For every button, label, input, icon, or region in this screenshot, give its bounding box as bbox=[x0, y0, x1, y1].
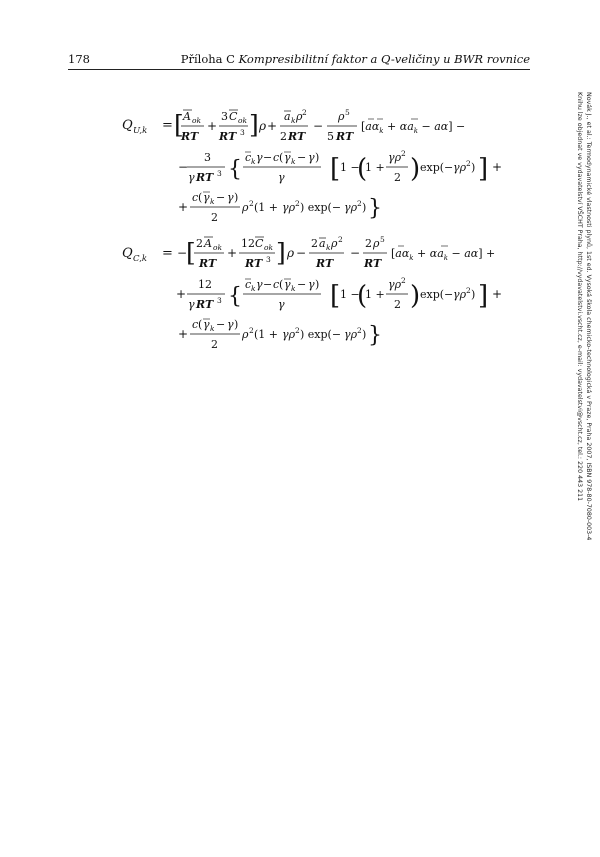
svg-text:2: 2 bbox=[280, 130, 287, 143]
svg-text:RT: RT bbox=[219, 130, 237, 143]
qu-line-2 bbox=[178, 149, 502, 184]
running-title-italic: Kompresibilitní faktor a Q-veličiny u BWR rovnice bbox=[238, 52, 530, 66]
svg-text:1 −: 1 − bbox=[340, 288, 360, 301]
qc-frac-rho5 bbox=[363, 235, 387, 270]
svg-text:(: ( bbox=[357, 281, 368, 311]
svg-text:2: 2 bbox=[295, 326, 300, 335]
svg-text:}: } bbox=[368, 323, 382, 348]
svg-text:+: + bbox=[227, 246, 238, 260]
svg-text:−: − bbox=[313, 119, 324, 133]
svg-text:+: + bbox=[207, 119, 218, 133]
qc-frac-c bbox=[239, 237, 275, 270]
svg-text:ρ: ρ bbox=[338, 110, 345, 123]
svg-text:2: 2 bbox=[394, 298, 401, 311]
svg-text:c: c bbox=[273, 151, 280, 164]
svg-text:[: [ bbox=[186, 238, 196, 267]
svg-text:ρ: ρ bbox=[259, 119, 267, 133]
svg-text:5: 5 bbox=[380, 235, 385, 244]
qu-line-3 bbox=[178, 191, 382, 224]
svg-text:1 +: 1 + bbox=[365, 288, 385, 301]
svg-text:γ: γ bbox=[308, 278, 315, 291]
svg-text:12: 12 bbox=[241, 237, 255, 250]
svg-text:k: k bbox=[291, 116, 296, 125]
svg-text:A: A bbox=[183, 110, 191, 123]
svg-text:ρ: ρ bbox=[296, 110, 303, 123]
svg-text:RT: RT bbox=[364, 257, 382, 270]
svg-text:−: − bbox=[177, 246, 188, 260]
svg-text:+: + bbox=[178, 200, 189, 214]
svg-text:(: ( bbox=[198, 318, 203, 331]
qc-subscript: C,k bbox=[133, 254, 148, 264]
svg-text:): ) bbox=[471, 161, 476, 174]
svg-text:−: − bbox=[263, 278, 273, 291]
svg-text:2: 2 bbox=[211, 338, 218, 351]
svg-text:): ) bbox=[315, 151, 320, 164]
svg-text:RT: RT bbox=[196, 171, 214, 184]
svg-text:2: 2 bbox=[196, 237, 203, 250]
svg-text:γ: γ bbox=[284, 278, 291, 291]
svg-text:γ: γ bbox=[188, 298, 195, 311]
svg-text:γ: γ bbox=[188, 171, 195, 184]
svg-text:2: 2 bbox=[394, 171, 401, 184]
svg-text:]: ] bbox=[276, 238, 286, 267]
svg-text:2: 2 bbox=[466, 159, 471, 168]
svg-text:3: 3 bbox=[240, 128, 245, 137]
side-copyright-note bbox=[578, 92, 592, 612]
svg-text:−: − bbox=[350, 246, 361, 260]
svg-text:k: k bbox=[326, 243, 331, 252]
svg-text:k: k bbox=[251, 284, 256, 293]
svg-text:{: { bbox=[228, 157, 242, 182]
svg-text:(1 +: (1 + bbox=[254, 201, 279, 214]
svg-text:RT: RT bbox=[336, 130, 354, 143]
svg-text:1 +: 1 + bbox=[365, 161, 385, 174]
svg-text:): ) bbox=[234, 318, 239, 331]
svg-text:−: − bbox=[296, 246, 307, 260]
svg-text:γ: γ bbox=[227, 318, 234, 331]
svg-text:RT: RT bbox=[316, 257, 334, 270]
svg-text:): ) bbox=[410, 154, 421, 184]
svg-text:γρ: γρ bbox=[344, 328, 358, 341]
svg-text:A: A bbox=[204, 237, 212, 250]
qu-frac-rho5 bbox=[327, 108, 357, 143]
svg-text:2: 2 bbox=[302, 108, 307, 117]
svg-text:ρ: ρ bbox=[242, 328, 249, 341]
svg-text:+: + bbox=[176, 287, 187, 301]
svg-text:2: 2 bbox=[249, 199, 254, 208]
qu-equals: = bbox=[162, 118, 173, 133]
svg-text:2: 2 bbox=[295, 199, 300, 208]
svg-text:γ: γ bbox=[308, 151, 315, 164]
svg-text:3: 3 bbox=[217, 169, 222, 178]
qc-label: Q bbox=[122, 246, 133, 261]
qc-frac-b bbox=[309, 235, 344, 270]
svg-text:−: − bbox=[216, 191, 226, 204]
svg-text:5: 5 bbox=[345, 108, 350, 117]
svg-text:c: c bbox=[273, 278, 280, 291]
svg-text:k: k bbox=[251, 157, 256, 166]
svg-text:}: } bbox=[368, 196, 382, 221]
svg-text:a: a bbox=[284, 110, 291, 123]
svg-text:γ: γ bbox=[256, 151, 263, 164]
svg-text:γ: γ bbox=[284, 151, 291, 164]
svg-text:ρ: ρ bbox=[331, 237, 338, 250]
page-number: 178 bbox=[68, 52, 90, 66]
svg-text:exp(−: exp(− bbox=[420, 288, 454, 301]
svg-text:γ: γ bbox=[256, 278, 263, 291]
svg-text:): ) bbox=[234, 191, 239, 204]
svg-text:γρ: γρ bbox=[388, 151, 402, 164]
svg-text:(1 +: (1 + bbox=[254, 328, 279, 341]
svg-text:2: 2 bbox=[401, 276, 406, 285]
svg-text:C: C bbox=[229, 110, 238, 123]
svg-text:γ: γ bbox=[203, 318, 210, 331]
qc-line-2 bbox=[176, 276, 502, 311]
svg-text:3: 3 bbox=[217, 296, 222, 305]
svg-text:2: 2 bbox=[357, 199, 362, 208]
svg-text:a: a bbox=[319, 237, 326, 250]
page-header bbox=[68, 52, 530, 68]
svg-text:]: ] bbox=[478, 281, 489, 311]
svg-text:2: 2 bbox=[211, 211, 218, 224]
svg-text:+: + bbox=[492, 287, 503, 301]
svg-text:C: C bbox=[255, 237, 264, 250]
svg-text:−: − bbox=[297, 278, 307, 291]
svg-text:5: 5 bbox=[327, 130, 334, 143]
svg-text:3: 3 bbox=[221, 110, 228, 123]
svg-text:): ) bbox=[315, 278, 320, 291]
svg-text:2: 2 bbox=[311, 237, 318, 250]
svg-text:(: ( bbox=[198, 191, 203, 204]
svg-text:]: ] bbox=[478, 154, 489, 184]
svg-text:2: 2 bbox=[357, 326, 362, 335]
svg-text:γρ: γρ bbox=[282, 201, 296, 214]
svg-text:c: c bbox=[245, 278, 252, 291]
svg-text:(: ( bbox=[357, 154, 368, 184]
svg-text:{: { bbox=[228, 284, 242, 309]
svg-text:γ: γ bbox=[278, 298, 285, 311]
svg-text:+: + bbox=[178, 327, 189, 341]
svg-text:[: [ bbox=[330, 281, 341, 311]
svg-text:) exp(−: ) exp(− bbox=[300, 328, 342, 341]
svg-text:γρ: γρ bbox=[453, 161, 467, 174]
svg-text:ρ: ρ bbox=[242, 201, 249, 214]
svg-text:−: − bbox=[263, 151, 273, 164]
header-rule bbox=[68, 69, 530, 70]
svg-text:γρ: γρ bbox=[282, 328, 296, 341]
svg-text:+: + bbox=[267, 119, 278, 133]
svg-text:ok: ok bbox=[238, 116, 248, 125]
qu-bracket-close: ] bbox=[249, 110, 259, 139]
svg-text:(: ( bbox=[279, 278, 284, 291]
svg-text:2: 2 bbox=[249, 326, 254, 335]
svg-text:ρ: ρ bbox=[287, 246, 295, 260]
svg-text:c: c bbox=[245, 151, 252, 164]
svg-text:γ: γ bbox=[203, 191, 210, 204]
qc-equals: = bbox=[162, 246, 173, 261]
svg-text:c: c bbox=[192, 318, 199, 331]
svg-text:k: k bbox=[210, 324, 215, 333]
svg-text:) exp(−: ) exp(− bbox=[300, 201, 342, 214]
qc-frac-a bbox=[194, 237, 224, 270]
svg-text:−: − bbox=[297, 151, 307, 164]
qu-bracket-open: [ bbox=[174, 110, 184, 139]
qc-alpha-bracket: $[a\alpha_k + \alpha a_k - a\alpha]$ + bbox=[391, 247, 496, 262]
svg-text:1 −: 1 − bbox=[340, 161, 360, 174]
svg-text:): ) bbox=[410, 281, 421, 311]
qu-subscript: U,k bbox=[133, 126, 148, 136]
svg-text:3: 3 bbox=[266, 255, 271, 264]
svg-text:exp(−: exp(− bbox=[420, 161, 454, 174]
qu-frac-c bbox=[218, 110, 248, 143]
qc-line-3 bbox=[178, 318, 382, 351]
qu-frac-b bbox=[280, 108, 308, 143]
equation-qc bbox=[122, 235, 502, 351]
svg-text:γρ: γρ bbox=[388, 278, 402, 291]
svg-text:−: − bbox=[178, 160, 189, 174]
svg-text:RT: RT bbox=[288, 130, 306, 143]
svg-text:12: 12 bbox=[198, 278, 212, 291]
qu-alpha-bracket: $[a\alpha_k + \alpha a_k - a\alpha]$ − bbox=[361, 120, 466, 135]
svg-text:2: 2 bbox=[365, 237, 372, 250]
running-title bbox=[181, 52, 530, 66]
svg-text:γρ: γρ bbox=[344, 201, 358, 214]
svg-text:ρ: ρ bbox=[373, 237, 380, 250]
svg-text:RT: RT bbox=[199, 257, 217, 270]
svg-text:ok: ok bbox=[264, 243, 274, 252]
equations-block bbox=[100, 98, 530, 388]
svg-text:ok: ok bbox=[213, 243, 223, 252]
svg-text:(: ( bbox=[279, 151, 284, 164]
svg-text:c: c bbox=[192, 191, 199, 204]
qu-label: Q bbox=[122, 118, 133, 133]
svg-text:−: − bbox=[216, 318, 226, 331]
svg-text:γ: γ bbox=[278, 171, 285, 184]
svg-text:ok: ok bbox=[192, 116, 202, 125]
svg-text:): ) bbox=[362, 328, 367, 341]
svg-text:2: 2 bbox=[338, 235, 343, 244]
svg-text:k: k bbox=[291, 157, 296, 166]
svg-text:+: + bbox=[492, 160, 503, 174]
svg-text:k: k bbox=[291, 284, 296, 293]
svg-text:[: [ bbox=[330, 154, 341, 184]
running-title-prefix: Příloha C bbox=[180, 52, 239, 66]
svg-text:3: 3 bbox=[204, 151, 211, 164]
svg-text:): ) bbox=[362, 201, 367, 214]
side-note-line-1: Novák J., et al.: Termodynamické vlastnosti plynů, 1st ed. Vysoká škola chemicko-technologická v Praze, Praha 2007, ISBN 978-80-7080-003-4 bbox=[585, 92, 592, 541]
svg-text:γ: γ bbox=[227, 191, 234, 204]
svg-text:2: 2 bbox=[466, 286, 471, 295]
svg-text:RT: RT bbox=[181, 130, 199, 143]
svg-text:RT: RT bbox=[245, 257, 263, 270]
svg-text:RT: RT bbox=[196, 298, 214, 311]
equation-qu bbox=[122, 108, 502, 224]
svg-text:γρ: γρ bbox=[453, 288, 467, 301]
svg-text:): ) bbox=[471, 288, 476, 301]
svg-text:k: k bbox=[210, 197, 215, 206]
svg-text:2: 2 bbox=[401, 149, 406, 158]
side-note-line-2: Knihu lze objednat ve vydavatelství VŠCHT Praha, http://vydavatelstvi.vscht.cz, e-mail: vydavatelstvi@vscht.cz, tel.: 220 443 211 bbox=[576, 92, 584, 502]
